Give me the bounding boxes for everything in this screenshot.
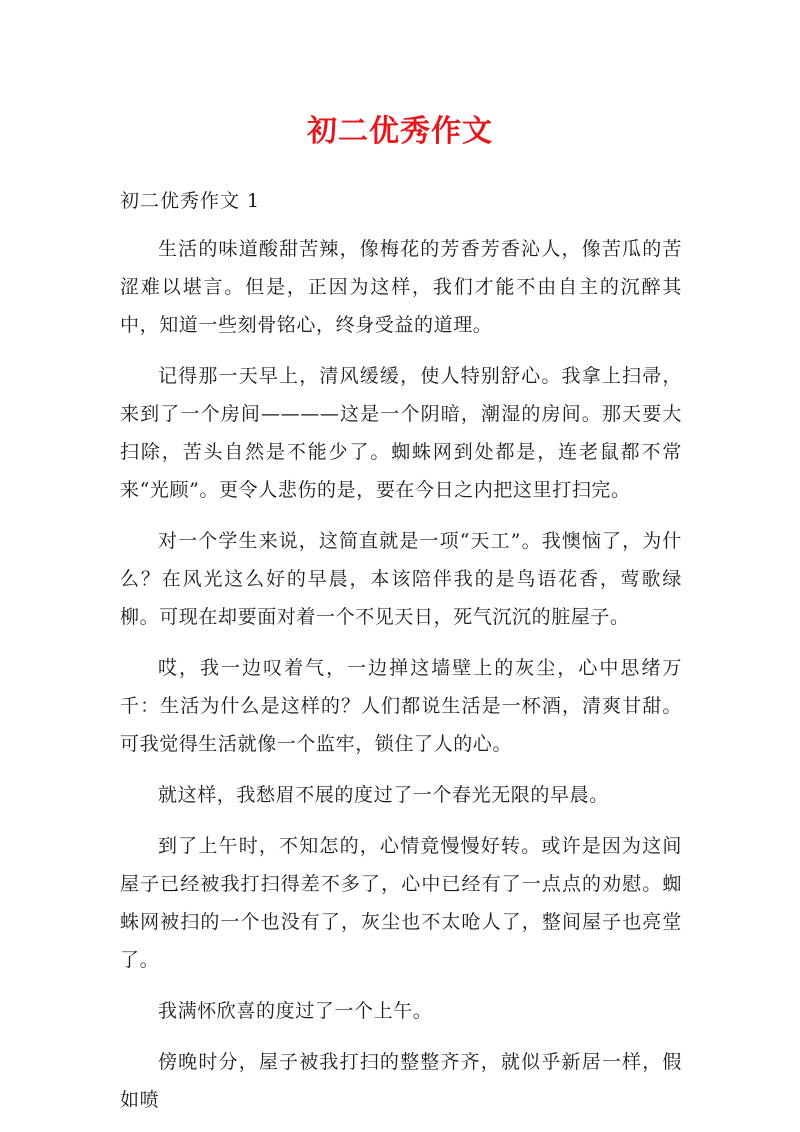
document-title: 初二优秀作文 [307,114,493,149]
paragraph-3: 对一个学生来说，这简直就是一项“天工”。我懊恼了，为什么？在风光这么好的早晨，本该陪伴我的是鸟语花香，莺歌绿柳。可现在却要面对着一个不见天日，死气沉沉的脏屋子。 [120,530,682,628]
paragraph-8: 傍晚时分，屋子被我打扫的整整齐齐，就似乎新居一样，假如喷 [120,1051,682,1111]
essay-body [120,230,682,1132]
paragraph-2: 记得那一天早上，清风缓缓，使人特别舒心。我拿上扫帚，来到了一个房间————这是一个阴暗，潮湿的房间。那天要大扫除，苦头自然是不能少了。蜘蛛网到处都是，连老鼠都不常来“光顾”。更令人悲伤的是，要在今日之内把这里打扫完。 [120,365,682,501]
paragraph-6: 到了上午时，不知怎的，心情竟慢慢好转。或许是因为这间屋子已经被我打扫得差不多了，心中已经有了一点点的劝慰。蜘蛛网被扫的一个也没有了，灰尘也不太呛人了，整间屋子也亮堂了。 [120,835,682,971]
section-heading: 初二优秀作文 1 [120,190,261,212]
paragraph-1: 生活的味道酸甜苦辣，像梅花的芳香芳香沁人，像苦瓜的苦涩难以堪言。但是，正因为这样，我们才能不由自主的沉醉其中，知道一些刻骨铭心，终身受益的道理。 [120,238,682,336]
paragraph-7: 我满怀欣喜的度过了一个上午。 [158,1000,433,1022]
paragraph-4: 哎，我一边叹着气，一边掸这墙壁上的灰尘，心中思绪万千：生活为什么是这样的？人们都说生活是一杯酒，清爽甘甜。可我觉得生活就像一个监牢，锁住了人的心。 [120,657,682,755]
paragraph-5: 就这样，我愁眉不展的度过了一个春光无限的早晨。 [158,784,609,806]
